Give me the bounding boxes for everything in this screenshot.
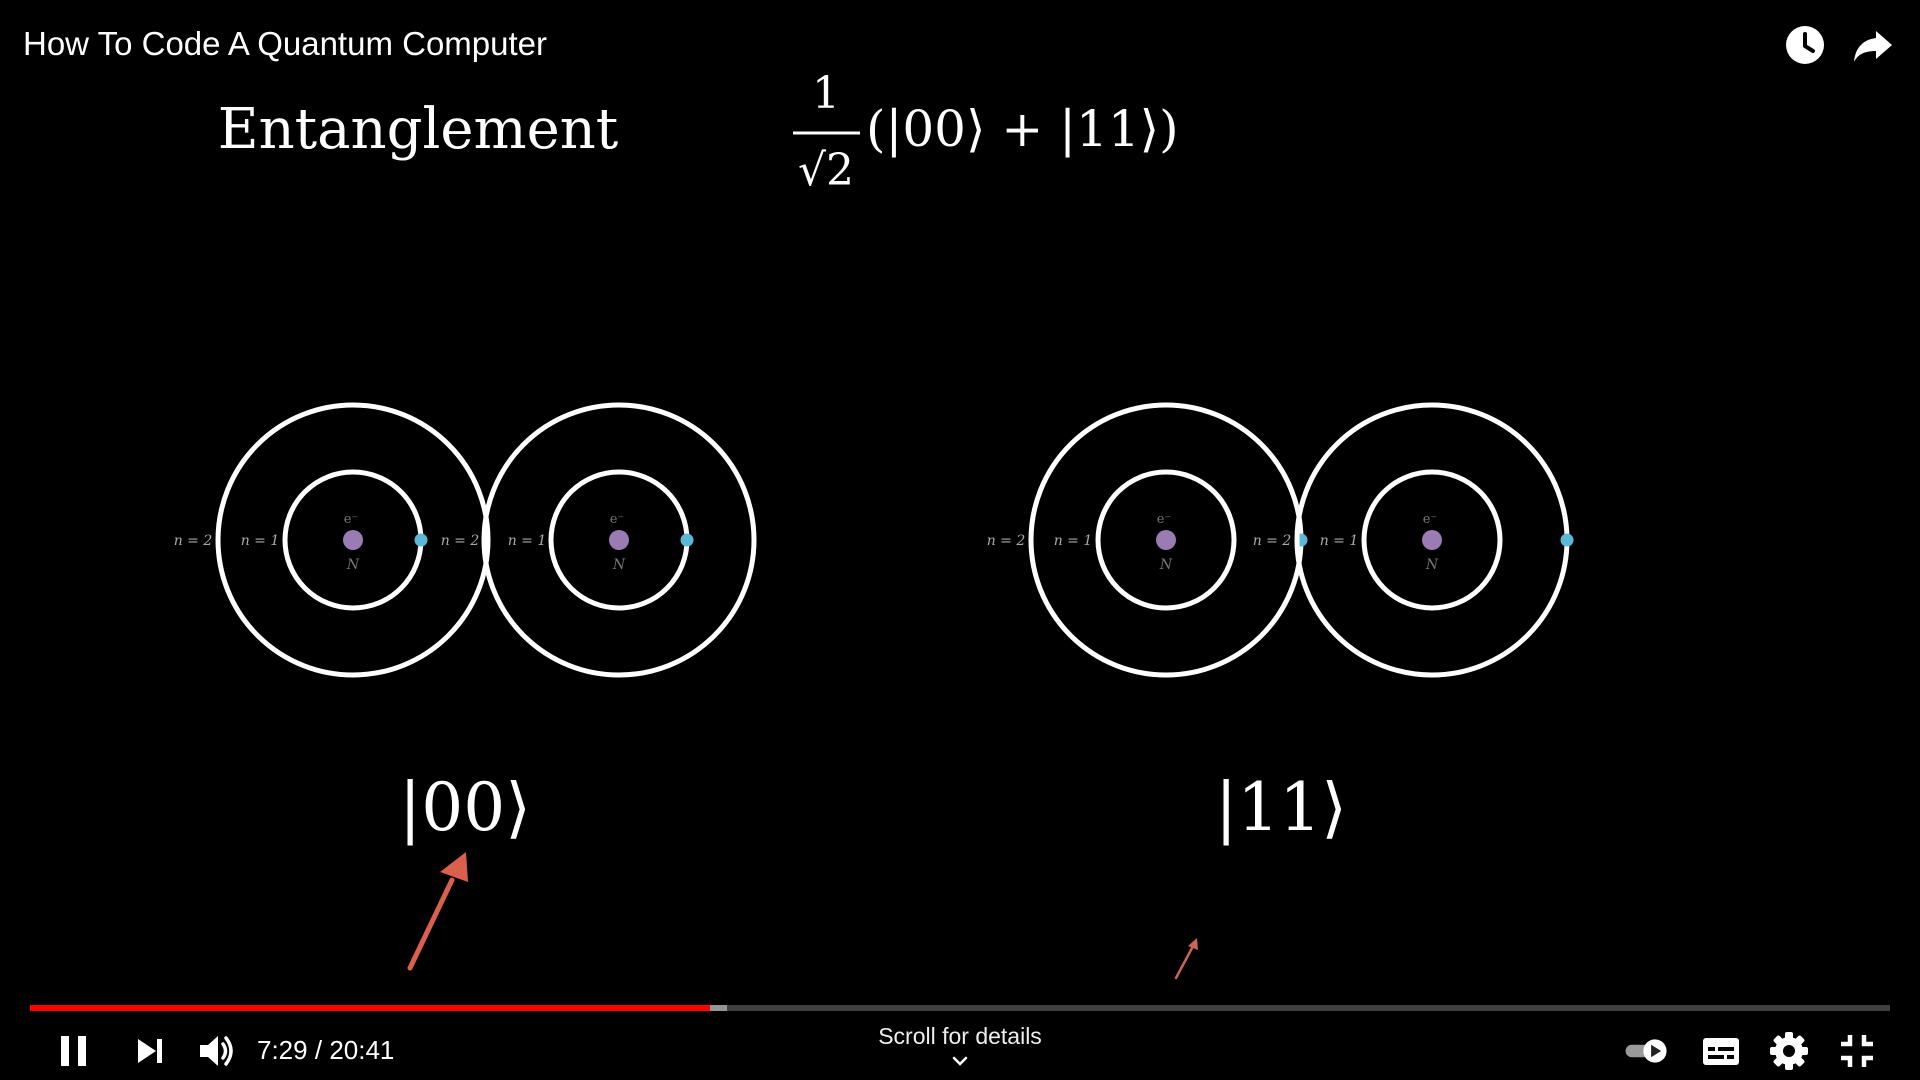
outer-orbit-label: n = 2 bbox=[173, 533, 213, 549]
gear-icon bbox=[1765, 1027, 1813, 1075]
top-bar bbox=[0, 0, 1920, 90]
atom-pair-right bbox=[987, 405, 1574, 675]
share-button[interactable] bbox=[1850, 22, 1896, 68]
progress-bar[interactable] bbox=[30, 1005, 1890, 1011]
share-arrow-icon bbox=[1850, 22, 1896, 68]
clock-icon bbox=[1782, 22, 1828, 68]
outer-orbit-label: n = 2 bbox=[440, 533, 480, 549]
time-separator: / bbox=[314, 1035, 323, 1065]
electron bbox=[1561, 534, 1574, 547]
nucleus bbox=[1156, 530, 1176, 550]
inner-orbit-label: n = 1 bbox=[1053, 533, 1093, 549]
formula-denominator: √2 bbox=[797, 145, 855, 196]
scroll-for-details-button[interactable] bbox=[860, 1023, 1060, 1068]
nucleus-label: N bbox=[1159, 557, 1173, 573]
electron-label: e⁻ bbox=[1422, 512, 1438, 527]
nucleus-label: N bbox=[612, 557, 626, 573]
electron-label: e⁻ bbox=[343, 512, 359, 527]
nucleus bbox=[1422, 530, 1442, 550]
electron bbox=[415, 534, 428, 547]
video-heading: Entanglement bbox=[217, 97, 619, 162]
inner-orbit-label: n = 1 bbox=[240, 533, 280, 549]
control-bar bbox=[0, 1015, 1920, 1080]
pause-icon bbox=[51, 1027, 99, 1075]
volume-icon bbox=[192, 1027, 240, 1075]
inner-orbit-label: n = 1 bbox=[507, 533, 547, 549]
inner-orbit-label: n = 1 bbox=[1319, 533, 1359, 549]
exit-fullscreen-button[interactable] bbox=[1833, 1027, 1881, 1075]
video-title[interactable]: How To Code A Quantum Computer bbox=[23, 25, 548, 62]
electron-label: e⁻ bbox=[609, 512, 625, 527]
nucleus bbox=[343, 530, 363, 550]
annotation-arrow-left bbox=[410, 852, 468, 968]
autoplay-toggle[interactable] bbox=[1624, 1027, 1686, 1075]
settings-button[interactable] bbox=[1765, 1027, 1813, 1075]
scroll-for-details-label: Scroll for details bbox=[878, 1023, 1042, 1049]
next-icon bbox=[126, 1027, 174, 1075]
chevron-down-icon bbox=[950, 1054, 970, 1068]
atom-pair-left bbox=[174, 405, 754, 675]
outer-orbit-label: n = 2 bbox=[1252, 533, 1292, 549]
duration: 20:41 bbox=[329, 1035, 395, 1065]
formula-numerator: 1 bbox=[812, 68, 840, 119]
nucleus bbox=[609, 530, 629, 550]
next-button[interactable] bbox=[126, 1027, 174, 1075]
subtitles-icon bbox=[1697, 1027, 1745, 1075]
exit-fullscreen-icon bbox=[1833, 1027, 1881, 1075]
time-display bbox=[257, 1035, 394, 1066]
electron-label: e⁻ bbox=[1156, 512, 1172, 527]
formula-state: (|00⟩ + |11⟩) bbox=[866, 100, 1179, 158]
pause-button[interactable] bbox=[51, 1027, 99, 1075]
electron bbox=[681, 534, 694, 547]
progress-played bbox=[30, 1005, 710, 1011]
outer-orbit-label: n = 2 bbox=[986, 533, 1026, 549]
subtitles-button[interactable] bbox=[1697, 1027, 1745, 1075]
nucleus-label: N bbox=[346, 557, 360, 573]
state-label-left: |00⟩ bbox=[399, 769, 531, 846]
current-time: 7:29 bbox=[257, 1035, 308, 1065]
nucleus-label: N bbox=[1425, 557, 1439, 573]
volume-button[interactable] bbox=[192, 1027, 240, 1075]
annotation-arrow-right bbox=[1176, 938, 1198, 978]
watch-later-button[interactable] bbox=[1782, 22, 1828, 68]
state-label-right: |11⟩ bbox=[1215, 769, 1347, 846]
autoplay-toggle-icon bbox=[1624, 1027, 1672, 1075]
